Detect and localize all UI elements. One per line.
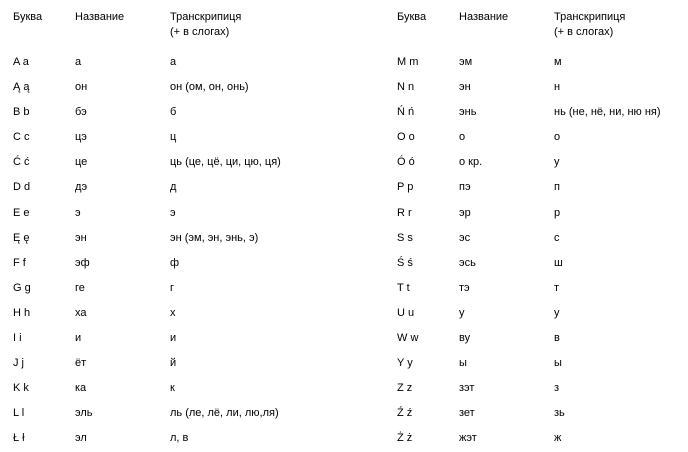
letter-cell: L l	[13, 407, 25, 420]
table-row	[397, 376, 688, 401]
table-row	[397, 301, 688, 326]
table-row	[13, 201, 344, 226]
name-cell: эн	[75, 231, 87, 244]
table-row	[13, 326, 344, 351]
letter-cell: Y y	[397, 357, 413, 370]
letter-cell: I i	[13, 332, 22, 345]
alphabet-table-left	[13, 10, 344, 452]
table-row	[13, 150, 344, 175]
table-row	[397, 50, 688, 75]
header-letter: Буква	[13, 11, 43, 23]
table-header	[13, 10, 344, 50]
table-row	[397, 201, 688, 226]
header-transcription-line2: (+ в слогах)	[170, 26, 230, 38]
table-row	[397, 75, 688, 100]
transcription-cell: к	[170, 382, 175, 395]
name-cell: ёт	[75, 357, 87, 370]
transcription-cell: в	[554, 332, 560, 345]
table-row	[397, 251, 688, 276]
transcription-cell: о	[554, 131, 561, 144]
transcription-cell: ш	[554, 256, 563, 269]
transcription-cell: эн (эм, эн, энь, э)	[170, 231, 259, 244]
transcription-cell: э	[170, 206, 176, 219]
name-cell: а	[75, 56, 82, 68]
table-row	[13, 426, 344, 451]
name-cell: эсь	[459, 256, 476, 269]
transcription-cell: х	[170, 306, 176, 319]
letter-cell: M m	[397, 56, 419, 68]
table-row	[397, 125, 688, 150]
letter-cell: C c	[13, 131, 30, 144]
name-cell: дэ	[75, 181, 88, 194]
letter-cell: G g	[13, 281, 31, 294]
letter-cell: P p	[397, 181, 414, 194]
name-cell: ы	[459, 357, 467, 370]
transcription-cell: н	[554, 81, 561, 94]
table-row	[397, 175, 688, 200]
letter-cell: Ę ę	[13, 231, 30, 244]
name-cell: ха	[75, 306, 87, 319]
name-cell: о	[459, 131, 466, 144]
header-transcription-line1: Транскрипиця	[554, 11, 626, 23]
table-body-right	[397, 50, 688, 452]
table-row	[397, 276, 688, 301]
header-transcription	[170, 10, 344, 40]
name-cell: це	[75, 156, 88, 169]
name-cell: эль	[75, 407, 93, 420]
name-cell: у	[459, 306, 465, 319]
name-cell: энь	[459, 106, 477, 119]
table-row	[13, 50, 344, 75]
letter-cell: Z z	[397, 382, 413, 395]
transcription-cell: нь (не, нё, ни, ню ня)	[554, 106, 661, 119]
letter-cell: R r	[397, 206, 412, 219]
name-cell: и	[75, 332, 82, 345]
alphabet-table-right	[397, 10, 688, 452]
name-cell: эн	[459, 81, 471, 94]
table-row	[13, 401, 344, 426]
table-row	[13, 226, 344, 251]
name-cell: о кр.	[459, 156, 483, 169]
table-row	[13, 175, 344, 200]
transcription-cell: г	[170, 281, 175, 294]
table-row	[13, 100, 344, 125]
letter-cell: Ą ą	[13, 81, 30, 94]
name-cell: э	[75, 206, 81, 219]
header-transcription-line2: (+ в слогах)	[554, 26, 614, 38]
table-row	[397, 401, 688, 426]
transcription-cell: т	[554, 281, 560, 294]
transcription-cell: й	[170, 357, 177, 370]
transcription-cell: з	[554, 382, 560, 395]
letter-cell: J j	[13, 357, 24, 370]
transcription-cell: м	[554, 56, 562, 68]
header-transcription	[554, 10, 688, 40]
letter-cell: W w	[397, 332, 419, 345]
name-cell: эр	[459, 206, 471, 219]
transcription-cell: а	[170, 56, 177, 68]
table-row	[397, 150, 688, 175]
transcription-cell: р	[554, 206, 561, 219]
transcription-cell: б	[170, 106, 177, 119]
letter-cell: S s	[397, 231, 413, 244]
transcription-cell: ж	[554, 432, 562, 445]
transcription-cell: ць (це, цё, ци, цю, ця)	[170, 156, 281, 169]
transcription-cell: он (ом, он, онь)	[170, 81, 249, 94]
name-cell: бэ	[75, 106, 87, 119]
letter-cell: N n	[397, 81, 415, 94]
table-row	[13, 351, 344, 376]
header-transcription-line1: Транскрипиця	[170, 11, 242, 23]
name-cell: жэт	[459, 432, 477, 445]
table-row	[13, 301, 344, 326]
name-cell: ву	[459, 332, 471, 345]
name-cell: эф	[75, 256, 90, 269]
transcription-cell: п	[554, 181, 560, 194]
letter-cell: T t	[397, 281, 410, 294]
header-name: Название	[75, 11, 125, 23]
name-cell: эл	[75, 432, 87, 445]
letter-cell: Ć ć	[13, 156, 30, 169]
name-cell: эм	[459, 56, 473, 68]
name-cell: зэт	[459, 382, 475, 395]
transcription-cell: с	[554, 231, 560, 244]
letter-cell: Ń ń	[397, 106, 415, 119]
transcription-cell: у	[554, 306, 560, 319]
name-cell: зет	[459, 407, 475, 420]
header-name: Название	[459, 11, 509, 23]
table-row	[397, 226, 688, 251]
table-row	[13, 75, 344, 100]
letter-cell: B b	[13, 106, 30, 119]
transcription-cell: ф	[170, 256, 180, 269]
table-row	[13, 251, 344, 276]
name-cell: ге	[75, 281, 85, 294]
letter-cell: Ż ż	[397, 432, 413, 445]
table-row	[13, 276, 344, 301]
letter-cell: A a	[13, 56, 29, 68]
transcription-cell: и	[170, 332, 177, 345]
transcription-cell: д	[170, 181, 177, 194]
transcription-cell: зь	[554, 407, 565, 420]
transcription-cell: у	[554, 156, 560, 169]
table-row	[397, 351, 688, 376]
header-letter: Буква	[397, 11, 427, 23]
name-cell: цэ	[75, 131, 87, 144]
letter-cell: U u	[397, 306, 415, 319]
letter-cell: Ś ś	[397, 256, 413, 269]
letter-cell: O o	[397, 131, 415, 144]
table-row	[397, 426, 688, 451]
table-body-left	[13, 50, 344, 452]
table-row	[397, 326, 688, 351]
table-row	[397, 100, 688, 125]
transcription-cell: ц	[170, 131, 177, 144]
letter-cell: D d	[13, 181, 31, 194]
transcription-cell: ы	[554, 357, 562, 370]
transcription-cell: л, в	[170, 432, 189, 445]
letter-cell: Ł ł	[13, 432, 25, 445]
letter-cell: E e	[13, 206, 30, 219]
table-row	[13, 376, 344, 401]
letter-cell: F f	[13, 256, 26, 269]
table-header	[397, 10, 688, 50]
transcription-cell: ль (ле, лё, ли, лю,ля)	[170, 407, 279, 420]
letter-cell: K k	[13, 382, 29, 395]
name-cell: пэ	[459, 181, 471, 194]
name-cell: тэ	[459, 281, 470, 294]
letter-cell: Ź ź	[397, 407, 413, 420]
letter-cell: H h	[13, 306, 31, 319]
name-cell: он	[75, 81, 88, 94]
table-row	[13, 125, 344, 150]
name-cell: ка	[75, 382, 87, 395]
name-cell: эс	[459, 231, 471, 244]
letter-cell: Ó ó	[397, 156, 415, 169]
